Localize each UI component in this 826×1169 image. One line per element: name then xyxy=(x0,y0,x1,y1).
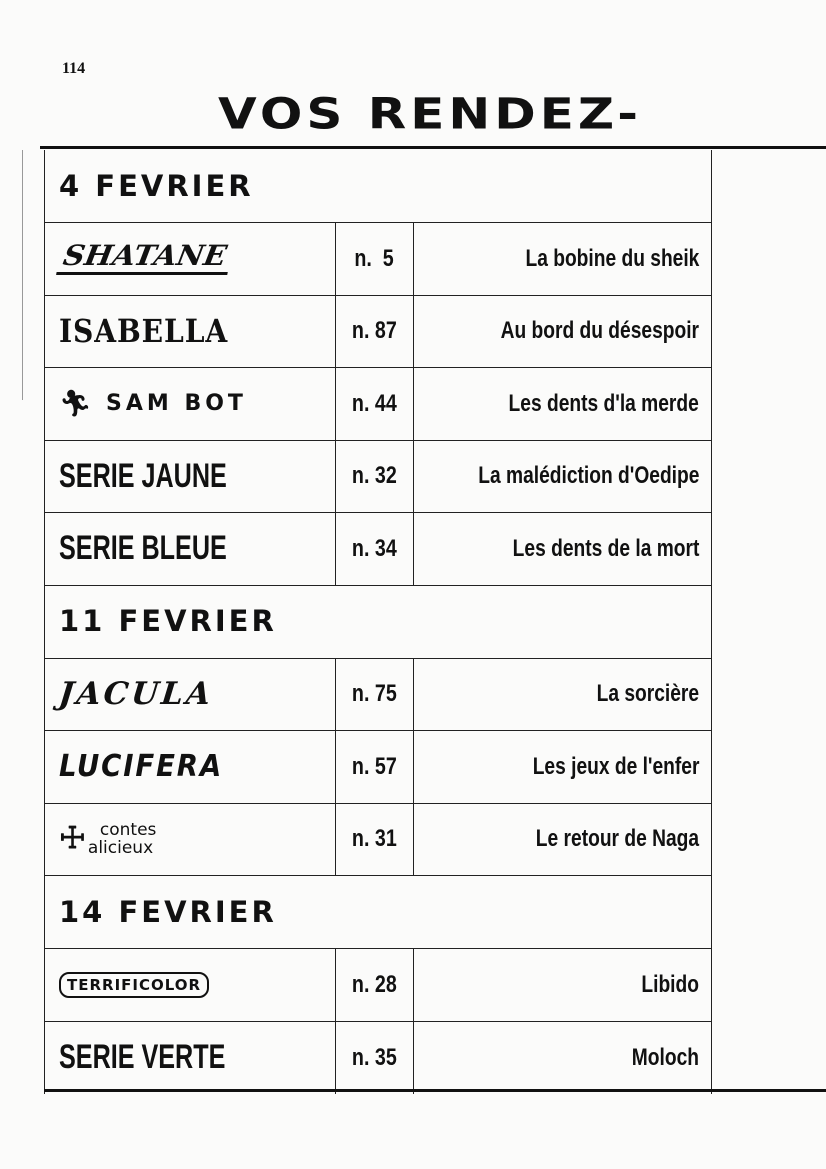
episode-title: La sorcière xyxy=(596,680,699,708)
logo-line-1: contes xyxy=(99,820,157,841)
issue-cell xyxy=(336,368,414,440)
table-row xyxy=(45,513,711,586)
episode-title: Les dents d'la merde xyxy=(508,389,699,417)
running-man-icon: 🏃︎ xyxy=(59,388,93,419)
series-name: SERIE BLEUE xyxy=(59,529,227,568)
issue-number: n. 31 xyxy=(352,825,397,853)
date-header xyxy=(45,586,711,659)
issue-number: n. 35 xyxy=(352,1043,397,1071)
series-cell xyxy=(45,296,336,368)
title-cell xyxy=(414,804,711,876)
title-cell xyxy=(414,949,711,1021)
series-name: SERIE VERTE xyxy=(59,1038,226,1077)
table-row xyxy=(45,731,711,804)
episode-title: La bobine du sheik xyxy=(525,244,699,272)
issue-number: n. 57 xyxy=(352,752,397,780)
table-row xyxy=(45,1022,711,1095)
date-header xyxy=(45,876,711,949)
title-cell xyxy=(414,1022,711,1095)
issue-number: n. 32 xyxy=(352,462,397,490)
issue-number: n. 44 xyxy=(352,389,397,417)
issue-number: n. 5 xyxy=(354,244,395,272)
table-row xyxy=(45,223,711,296)
table-row xyxy=(45,296,711,369)
episode-title: Moloch xyxy=(631,1043,699,1071)
margin-line xyxy=(22,150,23,400)
title-cell xyxy=(414,368,711,440)
issue-number: n. 34 xyxy=(352,534,397,562)
sam-bot-logo xyxy=(59,389,247,419)
issue-cell xyxy=(336,1022,414,1095)
title-cell xyxy=(414,441,711,513)
logo-line-2: alicieux xyxy=(87,838,154,859)
issue-number: n. 87 xyxy=(352,317,397,345)
series-cell xyxy=(45,659,336,731)
bottom-rule xyxy=(44,1089,826,1092)
issue-cell xyxy=(336,223,414,295)
issue-cell xyxy=(336,731,414,803)
jacula-logo: JACULA xyxy=(57,676,216,713)
series-name: SERIE JAUNE xyxy=(59,456,227,495)
date-label: 4 FEVRIER xyxy=(59,168,254,203)
title-cell xyxy=(414,659,711,731)
issue-cell xyxy=(336,296,414,368)
table-row xyxy=(45,949,711,1022)
episode-title: La malédiction d'Oedipe xyxy=(477,462,699,490)
page-title: VOS RENDEZ- xyxy=(218,88,643,139)
date-header xyxy=(45,150,711,223)
episode-title: Les dents de la mort xyxy=(512,534,699,562)
series-cell xyxy=(45,513,336,585)
contes-malicieux-logo xyxy=(59,821,156,857)
cross-emblem-icon: ☩ xyxy=(59,821,86,857)
page-number: 114 xyxy=(62,60,86,77)
date-label: 11 FEVRIER xyxy=(59,604,277,638)
series-cell xyxy=(45,223,336,295)
shatane-logo: SHATANE xyxy=(56,242,233,275)
series-cell xyxy=(45,949,336,1021)
issue-cell xyxy=(336,441,414,513)
series-cell xyxy=(45,368,336,440)
lucifera-logo: LUCIFERA xyxy=(59,749,224,785)
series-cell xyxy=(45,804,336,876)
date-label: 14 FEVRIER xyxy=(59,894,277,929)
title-cell xyxy=(414,296,711,368)
issue-number: n. 28 xyxy=(352,970,397,998)
series-name: SAM BOT xyxy=(106,391,247,417)
title-cell xyxy=(414,731,711,803)
table-row xyxy=(45,804,711,877)
issue-cell xyxy=(336,513,414,585)
issue-cell xyxy=(336,804,414,876)
title-cell xyxy=(414,223,711,295)
issue-number: n. 75 xyxy=(352,680,397,708)
issue-cell xyxy=(336,949,414,1021)
table-row xyxy=(45,659,711,732)
series-cell xyxy=(45,1022,336,1095)
title-rule xyxy=(40,146,826,149)
series-cell xyxy=(45,441,336,513)
episode-title: Au bord du désespoir xyxy=(500,317,699,345)
episode-title: Les jeux de l'enfer xyxy=(532,752,699,780)
title-cell xyxy=(414,513,711,585)
episode-title: Libido xyxy=(641,970,699,998)
table-row xyxy=(45,441,711,514)
terrificolor-logo: TERRIFICOLOR xyxy=(59,972,209,998)
table-row xyxy=(45,368,711,441)
series-cell xyxy=(45,731,336,803)
release-schedule-table xyxy=(44,150,712,1094)
isabella-logo: ISABELLA xyxy=(59,312,229,351)
episode-title: Le retour de Naga xyxy=(535,825,699,853)
issue-cell xyxy=(336,659,414,731)
